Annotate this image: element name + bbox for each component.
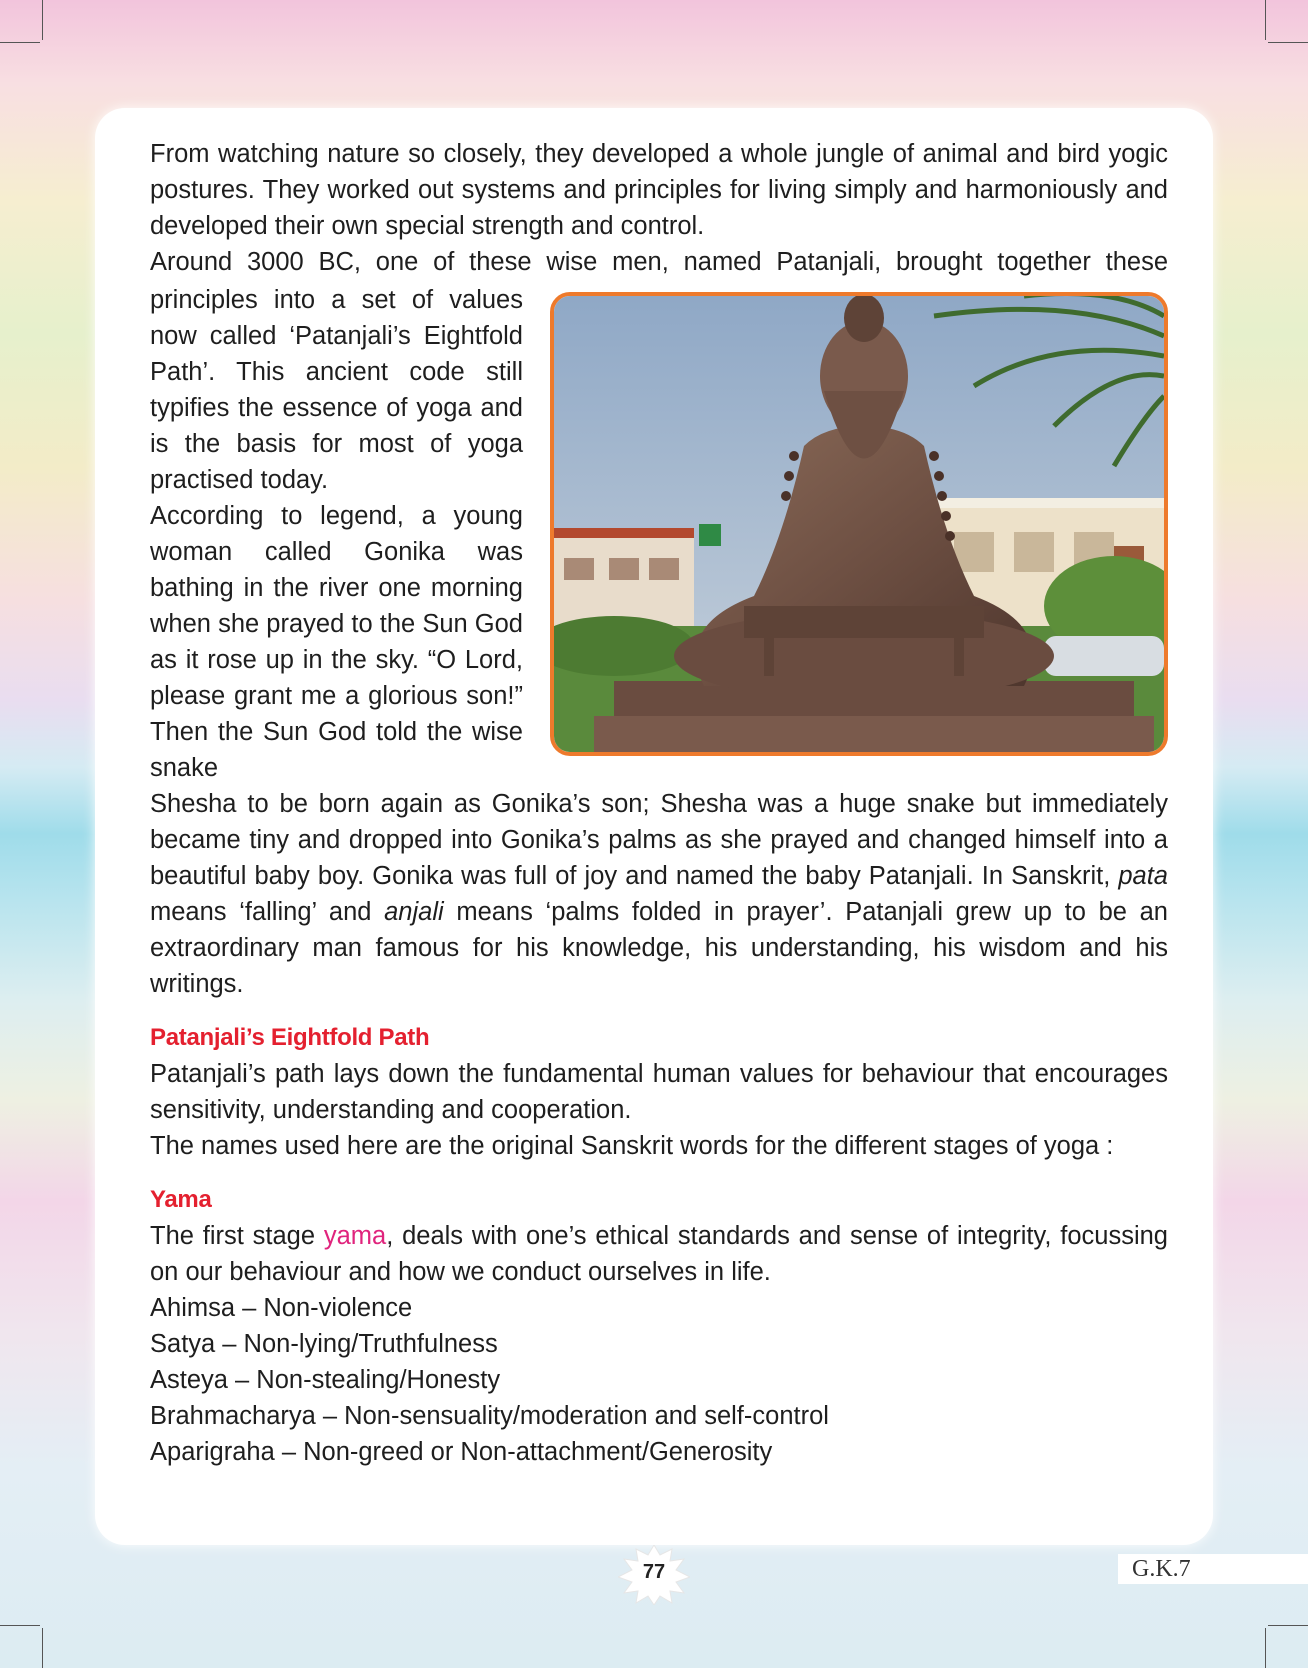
eightfold-path-paragraph: Patanjali’s path lays down the fundamental human values for behaviour that encourages sensitivity, understanding and cooperation. <box>150 1060 1168 1124</box>
legend-part-3: means ‘palms folded in prayer’. Patanjali grew up to be an extraordinary man famous for his knowledge, his understanding, his wisdom and his writings. <box>150 898 1168 998</box>
yama-intro-paragraph <box>150 1218 1168 1290</box>
legend-paragraph-continued <box>150 786 1168 1002</box>
yama-list-item: Aparigraha – Non-greed or Non-attachment/Generosity <box>150 1438 773 1466</box>
term-pata: pata <box>1118 862 1168 890</box>
yama-list-item: Brahmacharya – Non-sensuality/moderation and self-control <box>150 1402 829 1430</box>
eightfold-path-names-note: The names used here are the original Sanskrit words for the different stages of yoga : <box>150 1132 1114 1160</box>
legend-part-1: Shesha to be born again as Gonika’s son; Shesha was a huge snake but immediately became tiny and dropped into Gonika’s palms as she prayed and changed himself into a beautiful baby boy. Gonika was full of joy and named the baby Patanjali. In Sanskrit, <box>150 790 1168 890</box>
term-anjali: anjali <box>384 898 444 926</box>
eightfold-intro-paragraph: principles into a set of values now called ‘Patanjali’s Eightfold Path’. This ancient code still typifies the essence of yoga and is the basis for most of yoga practised today. <box>150 286 523 494</box>
crop-mark <box>42 1628 43 1668</box>
crop-mark <box>0 42 40 43</box>
left-column-text <box>150 282 523 786</box>
page-number: 77 <box>642 1561 666 1583</box>
yama-list-item: Satya – Non-lying/Truthfulness <box>150 1330 498 1358</box>
crop-mark <box>1265 0 1266 40</box>
intro-paragraph-2-start: Around 3000 BC, one of these wise men, named Patanjali, brought together these <box>150 248 1168 276</box>
yama-list-item: Asteya – Non-stealing/Honesty <box>150 1366 501 1394</box>
crop-mark <box>42 0 43 40</box>
yama-intro-after: , deals with one’s ethical standards and sense of integrity, focussing on our behaviour and how we conduct ourselves in life. <box>150 1222 1168 1286</box>
crop-mark <box>1268 1625 1308 1626</box>
section-heading-eightfold-path: Patanjali’s Eightfold Path <box>150 1024 430 1051</box>
yama-highlight: yama <box>323 1222 387 1250</box>
yama-intro-before: The first stage <box>150 1222 324 1250</box>
statue-illustration <box>554 296 1164 752</box>
legend-continued-text <box>150 786 1168 1002</box>
legend-part-2: means ‘falling’ and <box>150 898 385 926</box>
book-code: G.K.7 <box>1118 1554 1308 1584</box>
legend-paragraph-start: According to legend, a young woman called Gonika was bathing in the river one morning when she prayed to the Sun God as it rose up in the sky. “O Lord, please grant me a glorious son!” Then the Sun God told the wise snake <box>150 502 523 782</box>
eightfold-path-section <box>150 1020 1168 1164</box>
section-heading-yama: Yama <box>150 1186 212 1213</box>
intro-paragraph: From watching nature so closely, they developed a whole jungle of animal and bird yogic postures. They worked out systems and principles for living simply and harmoniously and developed their own special strength and control. <box>150 140 1168 240</box>
yama-list-item: Ahimsa – Non-violence <box>150 1294 413 1322</box>
crop-mark <box>1268 42 1308 43</box>
crop-mark <box>0 1625 40 1626</box>
intro-text <box>150 136 1168 280</box>
crop-mark <box>1265 1628 1266 1668</box>
yama-section <box>150 1182 1168 1470</box>
patanjali-statue-photo <box>550 292 1168 756</box>
